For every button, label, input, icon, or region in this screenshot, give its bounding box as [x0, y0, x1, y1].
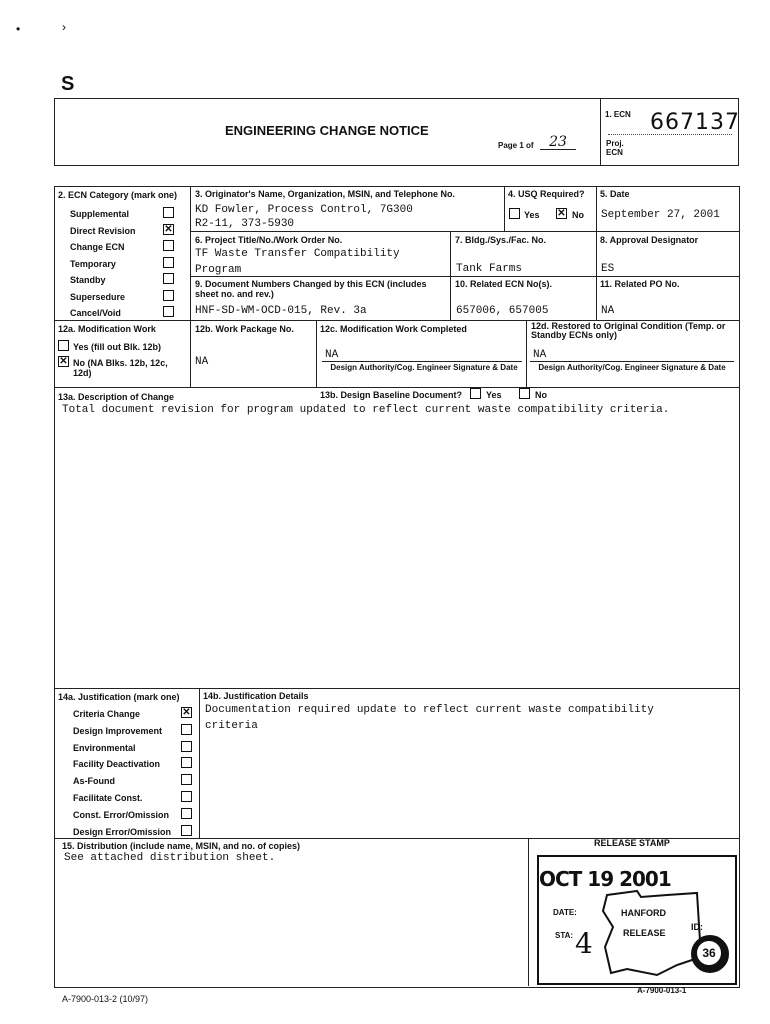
approval-designator-value: ES [601, 263, 615, 275]
release-stamp [537, 855, 737, 985]
release-id-label: ID: [691, 922, 703, 932]
justification-label: Facilitate Const. [73, 793, 143, 803]
justification-checkbox[interactable] [181, 774, 192, 785]
block9-label: 9. Document Numbers Changed by this ECN (includes sheet no. and rev.) [195, 279, 427, 299]
block12a-label: 12a. Modification Work [58, 324, 156, 334]
page-total: 23 [540, 135, 576, 150]
release-date-label: DATE: [553, 908, 577, 917]
mod-work-no-label: No (NA Blks. 12b, 12c, 12d) [73, 358, 168, 378]
ecn-category-checkbox[interactable] [163, 306, 174, 317]
baseline-no-label: No [535, 390, 547, 400]
mod-work-yes-checkbox[interactable] [58, 340, 69, 351]
baseline-yes-checkbox[interactable] [470, 388, 481, 399]
ecn-category-checkbox[interactable] [163, 207, 174, 218]
mod-work-yes-label: Yes (fill out Blk. 12b) [73, 342, 162, 352]
mod-work-no-checkbox[interactable]: ✕ [59, 356, 68, 367]
release-stamp-label: RELEASE STAMP [594, 838, 670, 848]
ecn-category-checkbox[interactable] [163, 290, 174, 301]
mod-completed-value: NA [325, 349, 339, 361]
block10-label: 10. Related ECN No(s). [455, 279, 553, 289]
block5-label: 5. Date [600, 189, 630, 199]
ecn-category-label: Supersedure [70, 291, 126, 302]
justification-checkbox[interactable] [181, 741, 192, 752]
ecn-category-label: Change ECN [70, 242, 125, 252]
release-word: RELEASE [623, 928, 666, 938]
related-ecn-value: 657006, 657005 [456, 305, 549, 317]
ecn-category-checkbox[interactable] [163, 273, 174, 284]
proj-ecn-label: Proj. ECN [606, 139, 624, 157]
scan-mark: › [62, 20, 66, 34]
ecn-label: 1. ECN [605, 110, 631, 119]
scan-mark: • [16, 22, 21, 36]
originator-line2: R2-11, 373-5930 [195, 218, 295, 230]
block7-label: 7. Bldg./Sys./Fac. No. [455, 235, 547, 245]
project-title-line2: Program [195, 264, 242, 276]
block13b-label: 13b. Design Baseline Document? [320, 390, 463, 400]
form-title: ENGINEERING CHANGE NOTICE [225, 123, 429, 138]
block12d-sig-label: Design Authority/Cog. Engineer Signature & Date [538, 363, 726, 372]
ecn-category-label: Supplemental [70, 209, 130, 219]
page-label: Page 1 of [498, 141, 534, 150]
facility-value: Tank Farms [456, 263, 523, 275]
ecn-category-checkbox[interactable] [163, 257, 174, 268]
justification-label: Criteria Change [73, 709, 141, 719]
originator-line1: KD Fowler, Process Control, 7G300 [195, 204, 413, 216]
justification-checkbox[interactable] [181, 808, 192, 819]
restored-value: NA [533, 349, 547, 361]
block3-label: 3. Originator's Name, Organization, MSIN, and Telephone No. [195, 189, 456, 199]
document-numbers-value: HNF-SD-WM-OCD-015, Rev. 3a [195, 305, 367, 317]
block13a-label: 13a. Description of Change [58, 392, 175, 402]
block12c-sig-label: Design Authority/Cog. Engineer Signature & Date [330, 363, 518, 372]
block12b-label: 12b. Work Package No. [195, 324, 294, 334]
usq-no-label: No [572, 210, 584, 220]
usq-yes-label: Yes [524, 210, 540, 220]
usq-yes-checkbox[interactable] [509, 208, 520, 219]
form-number-left: A-7900-013-2 (10/97) [62, 994, 149, 1004]
justification-label: Environmental [73, 742, 136, 753]
justification-details-line1: Documentation required update to reflect current waste compatibility [205, 704, 654, 716]
justification-label: Const. Error/Omission [73, 809, 170, 820]
justification-label: Design Error/Omission [73, 826, 172, 837]
release-sta-label: STA: [555, 931, 574, 940]
distribution-value: See attached distribution sheet. [64, 852, 276, 864]
release-date-stamp: OCT 19 2001 [539, 867, 671, 891]
block11-label: 11. Related PO No. [600, 279, 680, 289]
block14a-label: 14a. Justification (mark one) [58, 692, 180, 702]
block6-label: 6. Project Title/No./Work Order No. [195, 235, 343, 245]
ecn-category-label: Standby [70, 275, 106, 285]
justification-checkbox[interactable] [181, 791, 192, 802]
justification-label: Design Improvement [73, 725, 163, 736]
justification-checkbox[interactable] [181, 825, 192, 836]
ecn-category-label: Temporary [70, 258, 116, 269]
block15-label: 15. Distribution (include name, MSIN, and no. of copies) [62, 841, 301, 851]
ecn-category-checkbox[interactable] [163, 240, 174, 251]
justification-details-line2: criteria [205, 720, 258, 732]
ecn-category-label: Direct Revision [70, 225, 136, 236]
block2-label: 2. ECN Category (mark one) [58, 190, 178, 200]
work-package-value: NA [195, 356, 209, 368]
corner-mark-s: S [61, 73, 75, 95]
baseline-yes-label: Yes [486, 390, 502, 400]
ecn-number: 667137 [650, 110, 740, 135]
description-of-change: Total document revision for program updated to reflect current waste compatibility criteria. [62, 404, 670, 416]
justification-checkbox[interactable]: ✕ [182, 707, 191, 718]
justification-label: Facility Deactivation [73, 759, 161, 770]
block12d-label: 12d. Restored to Original Condition (Temp. or Standby ECNs only) [531, 321, 726, 340]
block14b-label: 14b. Justification Details [203, 691, 309, 701]
block12c-label: 12c. Modification Work Completed [320, 324, 467, 334]
release-hanford: HANFORD [621, 908, 666, 918]
related-po-value: NA [601, 305, 615, 317]
usq-no-checkbox[interactable]: ✕ [557, 208, 566, 219]
release-id-value: 36 [697, 941, 721, 965]
justification-label: As-Found [73, 776, 115, 787]
justification-checkbox[interactable] [181, 757, 192, 768]
ecn-category-checkbox[interactable]: ✕ [164, 223, 173, 235]
project-title-line1: TF Waste Transfer Compatibility [195, 248, 400, 260]
justification-checkbox[interactable] [181, 724, 192, 735]
date-value: September 27, 2001 [601, 209, 720, 221]
block4-label: 4. USQ Required? [508, 189, 585, 199]
release-sta-value: 4 [575, 927, 593, 960]
form-number-right: A-7900-013-1 [637, 986, 687, 995]
baseline-no-checkbox[interactable] [519, 388, 530, 399]
ecn-category-label: Cancel/Void [70, 308, 121, 318]
block8-label: 8. Approval Designator [600, 235, 699, 245]
